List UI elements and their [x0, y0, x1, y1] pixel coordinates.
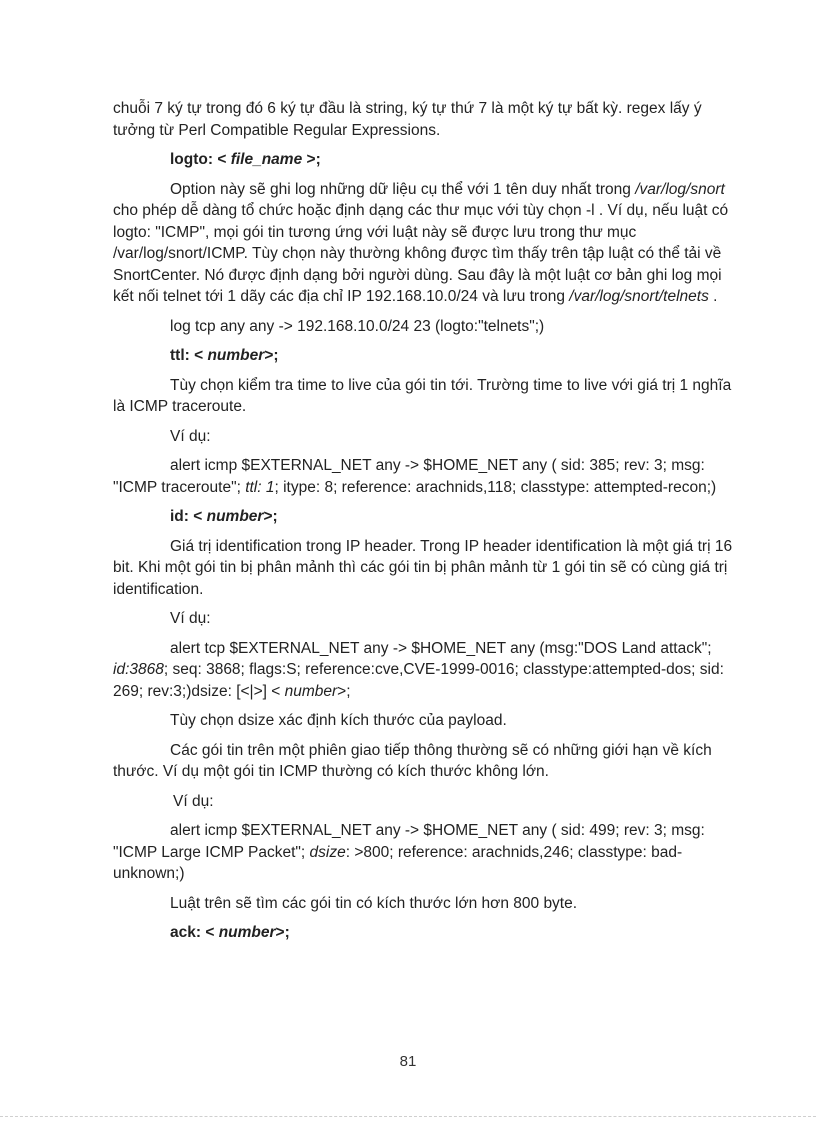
- code-dsize-example: alert icmp $EXTERNAL_NET any -> $HOME_NET any ( sid: 499; rev: 3; msg: "ICMP Large ICMP Packet"; dsize: >800; reference: arachnids,246; classtype: bad-unknown;): [113, 822, 705, 882]
- document-body: [113, 98, 733, 952]
- code-id-example: alert tcp $EXTERNAL_NET any -> $HOME_NET any (msg:"DOS Land attack"; id:3868; seq: 3868; flags:S; reference:cve,CVE-1999-0016; classtype:attempted-dos; sid: 269; rev:3;)dsize: [<|>] < number>;: [113, 639, 724, 700]
- example-label: Ví dụ:: [170, 427, 211, 445]
- heading-ack: ack: < number>;: [170, 924, 290, 941]
- example-label: Ví dụ:: [173, 792, 214, 810]
- paragraph-dsize-detail: Các gói tin trên một phiên giao tiếp thông thường sẽ có những giới hạn về kích thước. Ví dụ một gói tin ICMP thường có kích thước không lớn.: [113, 741, 712, 780]
- page-number: 81: [399, 1053, 417, 1070]
- page-bottom-divider: [0, 1116, 816, 1117]
- code-ttl-example: alert icmp $EXTERNAL_NET any -> $HOME_NET any ( sid: 385; rev: 3; msg: "ICMP traceroute"; ttl: 1; itype: 8; reference: arachnids,118; classtype: attempted-recon;): [113, 457, 717, 496]
- example-label: Ví dụ:: [170, 610, 211, 627]
- paragraph-regex: chuỗi 7 ký tự trong đó 6 ký tự đầu là string, ký tự thứ 7 là một ký tự bất kỳ. regex lấy ý tưởng từ Perl Compatible Regular Expressions.: [113, 100, 702, 139]
- heading-ttl: ttl: < number>;: [170, 347, 279, 364]
- paragraph-dsize: Tùy chọn dsize xác định kích thước của payload.: [170, 712, 507, 729]
- paragraph-logto: Option này sẽ ghi log những dữ liệu cụ thể với 1 tên duy nhất trong /var/log/snort cho phép dễ dàng tổ chức hoặc định dạng các thư mục với tùy chọn -l . Ví dụ, nếu luật có logto: "ICMP", mọi gói tin tương ứng với luật này sẽ được lưu trong thư mục /var/log/snort/ICMP. Tùy chọn này thường không được tìm thấy trên tập luật có thể tải về SnortCenter. Nó được định dạng bởi người dùng. Sau đây là một luật cơ bản ghi log mọi kết nối telnet tới 1 dãy các địa chỉ IP 192.168.10.0/24 và lưu trong /var/log/snort/telnets .: [113, 180, 729, 305]
- heading-logto: logto: < file_name >;: [170, 151, 321, 168]
- paragraph-ttl: Tùy chọn kiểm tra time to live của gói tin tới. Trường time to live với giá trị 1 nghĩa là ICMP traceroute.: [113, 376, 732, 415]
- paragraph-id: Giá trị identification trong IP header. Trong IP header identification là một giá trị 16 bit. Khi một gói tin bị phân mảnh thì các gói tin bị phân mảnh từ 1 gói tin sẽ có cùng giá trị identification.: [113, 537, 733, 598]
- paragraph-dsize-result: Luật trên sẽ tìm các gói tin có kích thước lớn hơn 800 byte.: [170, 894, 578, 912]
- code-logto-example: log tcp any any -> 192.168.10.0/24 23 (logto:"telnets";): [170, 317, 545, 335]
- heading-id: id: < number>;: [170, 508, 278, 525]
